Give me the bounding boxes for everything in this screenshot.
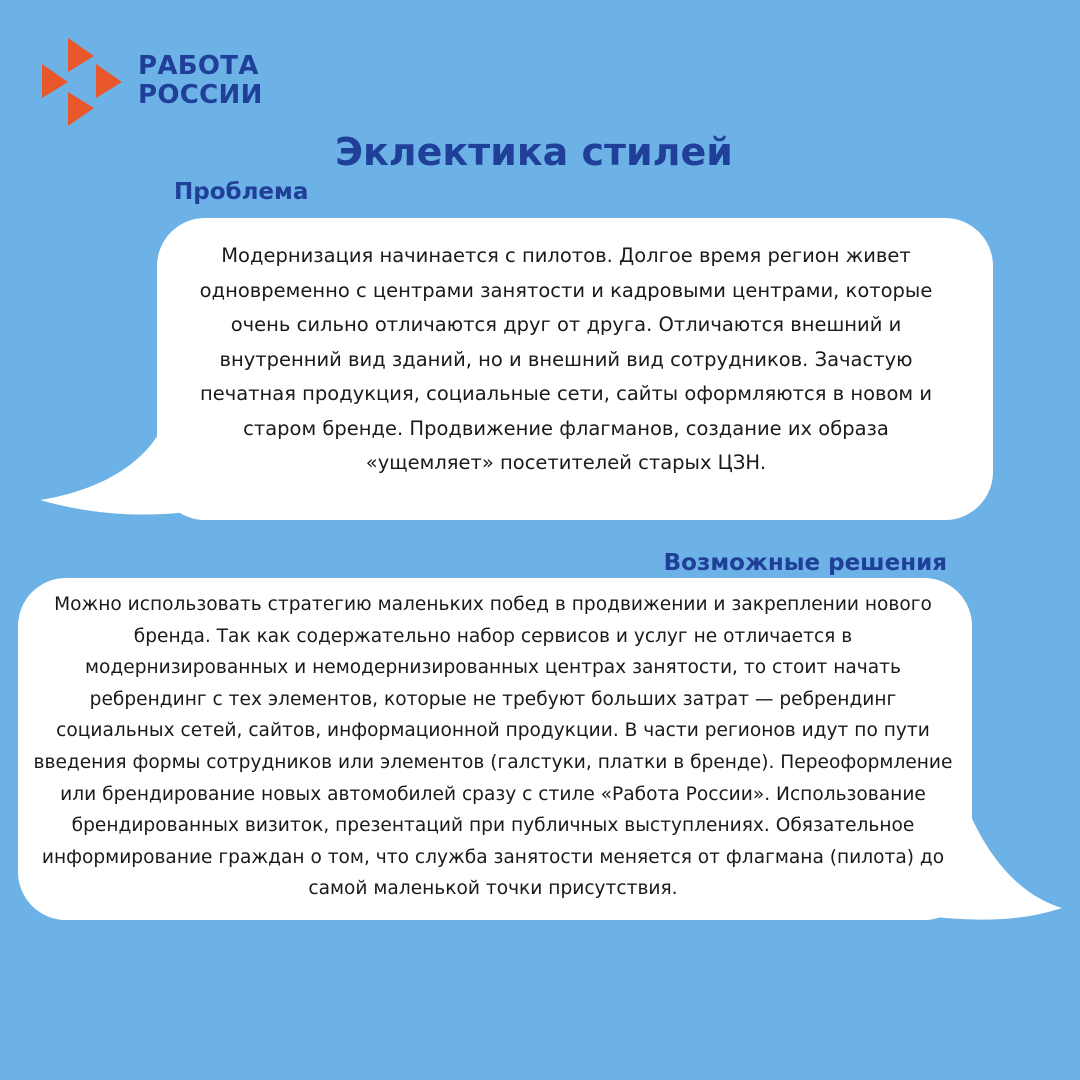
problem-heading: Проблема	[174, 179, 309, 205]
brand-name-line1: РАБОТА	[138, 51, 259, 81]
brand-name-line2: РОССИИ	[138, 80, 263, 110]
solution-heading: Возможные решения	[663, 550, 947, 576]
page-title: Эклектика стилей	[335, 130, 733, 174]
problem-text: Модернизация начинается с пилотов. Долгое время регион живет одновременно с центрами занятости и кадровыми центрами, которые очень сильно отличаются друг от друга. Отличаются внешний и внутренний вид зданий, но и внешний вид сотрудников. Зачастую печатная продукция, социальные сети, сайты оформляются в новом и старом бренде. Продвижение флагманов, создание их образа «ущемляет» посетителей старых ЦЗН.	[199, 244, 933, 474]
solution-text: Можно использовать стратегию маленьких побед в продвижении и закреплении нового бренда. Так как содержательно набор сервисов и услуг не отличается в модернизированных и немодернизированных центрах занятости, то стоит начать ребрендинг с тех элементов, которые не требуют больших затрат — ребрендинг социальных сетей, сайтов, информационной продукции. В части регионов идут по пути введения формы сотрудников или элементов (галстуки, платки в бренде). Переоформление или брендирование новых автомобилей сразу с стиле «Работа России». Использование брендированных визиток, презентаций при публичных выступлениях. Обязательное информирование граждан о том, что служба занятости меняется от флагмана (пилота) до самой маленькой точки присутствия.	[33, 594, 953, 900]
